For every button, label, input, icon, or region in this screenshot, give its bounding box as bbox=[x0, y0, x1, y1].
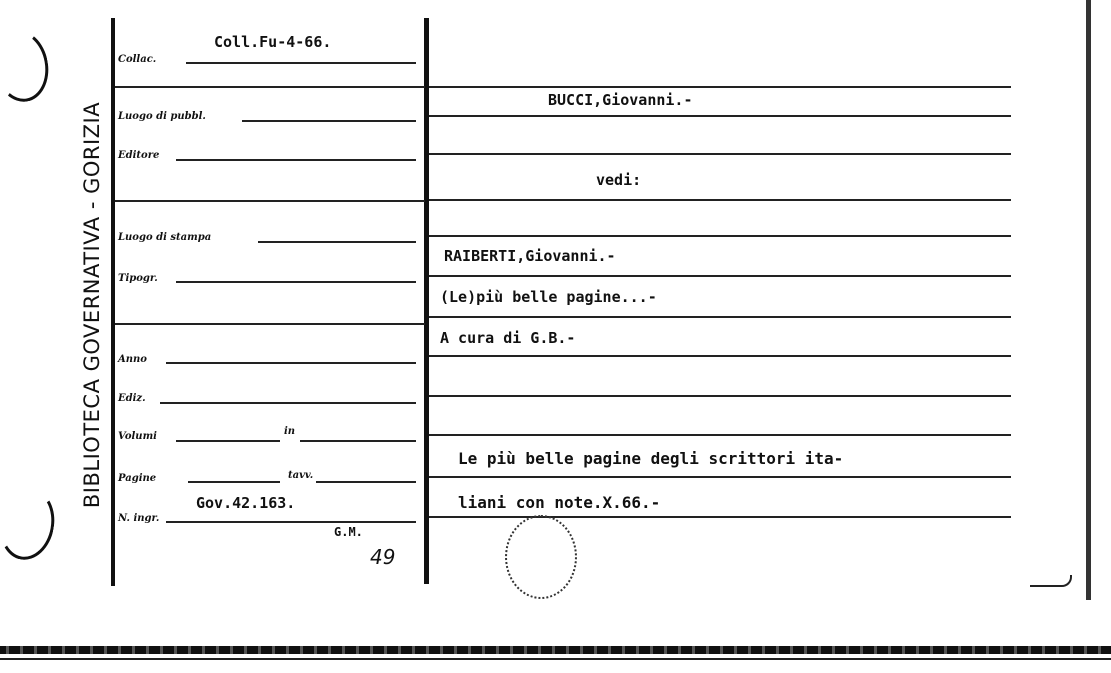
entry-title: (Le)più belle pagine...- bbox=[440, 288, 657, 306]
handwritten-number: 49 bbox=[370, 545, 396, 569]
entry-line-10 bbox=[429, 434, 1011, 436]
punch-hole-bottom bbox=[0, 484, 60, 564]
right-edge-rule bbox=[1086, 0, 1091, 600]
form-separator-3 bbox=[115, 323, 425, 325]
entry-line-3 bbox=[429, 153, 1011, 155]
bottom-edge-band bbox=[0, 646, 1111, 654]
in-label: in bbox=[284, 426, 296, 437]
n-ingr-line bbox=[166, 521, 416, 523]
editore-label: Editore bbox=[118, 150, 160, 161]
anno-label: Anno bbox=[118, 354, 147, 365]
handwritten-code: G.M. bbox=[334, 525, 363, 539]
entry-note-line-2: liani con note.X.66.- bbox=[458, 493, 661, 512]
luogo-stampa-line bbox=[258, 241, 416, 243]
luogo-pubbl-label: Luogo di pubbl. bbox=[118, 111, 206, 122]
pagine-line bbox=[188, 481, 280, 483]
pagine-label: Pagine bbox=[118, 473, 157, 484]
ediz-label: Ediz. bbox=[118, 393, 146, 404]
library-stamp-text: BIBLIOTECA GOVERNATIVA - GORIZIA bbox=[80, 101, 104, 509]
entry-line-8 bbox=[429, 355, 1011, 357]
luogo-stampa-label: Luogo di stampa bbox=[118, 232, 212, 243]
left-vertical-rule bbox=[111, 18, 115, 586]
tipografia-line bbox=[176, 281, 416, 283]
corner-mark bbox=[1030, 575, 1072, 587]
collocazione-label: Collac. bbox=[118, 54, 157, 65]
entry-line-6 bbox=[429, 275, 1011, 277]
luogo-pubbl-line bbox=[242, 120, 416, 122]
n-ingr-label: N. ingr. bbox=[118, 513, 160, 524]
faint-circular-stamp bbox=[505, 515, 577, 599]
tavole-line bbox=[316, 481, 416, 483]
middle-vertical-rule bbox=[424, 18, 429, 584]
form-separator-1 bbox=[115, 86, 425, 88]
entry-editor: A cura di G.B.- bbox=[440, 329, 576, 347]
n-ingr-value: Gov.42.163. bbox=[196, 494, 296, 512]
tipografia-label: Tipogr. bbox=[118, 273, 158, 284]
punch-hole-top bbox=[0, 26, 54, 106]
entry-note-line-1: Le più belle pagine degli scrittori ita- bbox=[458, 449, 844, 468]
collocazione-line bbox=[186, 62, 416, 64]
entry-line-7 bbox=[429, 316, 1011, 318]
library-stamp bbox=[72, 70, 112, 540]
entry-line-11 bbox=[429, 476, 1011, 478]
volumi-line bbox=[176, 440, 280, 442]
entry-line-9 bbox=[429, 395, 1011, 397]
entry-author: RAIBERTI,Giovanni.- bbox=[444, 247, 616, 265]
collocazione-value: Coll.Fu-4-66. bbox=[214, 33, 332, 51]
entry-see-reference: vedi: bbox=[596, 171, 642, 189]
entry-line-5 bbox=[429, 235, 1011, 237]
in-line bbox=[300, 440, 416, 442]
entry-line-2 bbox=[429, 115, 1011, 117]
entry-heading: BUCCI,Giovanni.- bbox=[548, 91, 693, 109]
entry-line-1 bbox=[429, 86, 1011, 88]
ediz-line bbox=[160, 402, 416, 404]
entry-line-12 bbox=[429, 516, 1011, 518]
tavole-label: tavv. bbox=[288, 470, 314, 481]
anno-line bbox=[166, 362, 416, 364]
volumi-label: Volumi bbox=[118, 431, 157, 442]
form-separator-2 bbox=[115, 200, 425, 202]
editore-line bbox=[176, 159, 416, 161]
entry-line-4 bbox=[429, 199, 1011, 201]
bottom-edge-line bbox=[0, 658, 1111, 660]
